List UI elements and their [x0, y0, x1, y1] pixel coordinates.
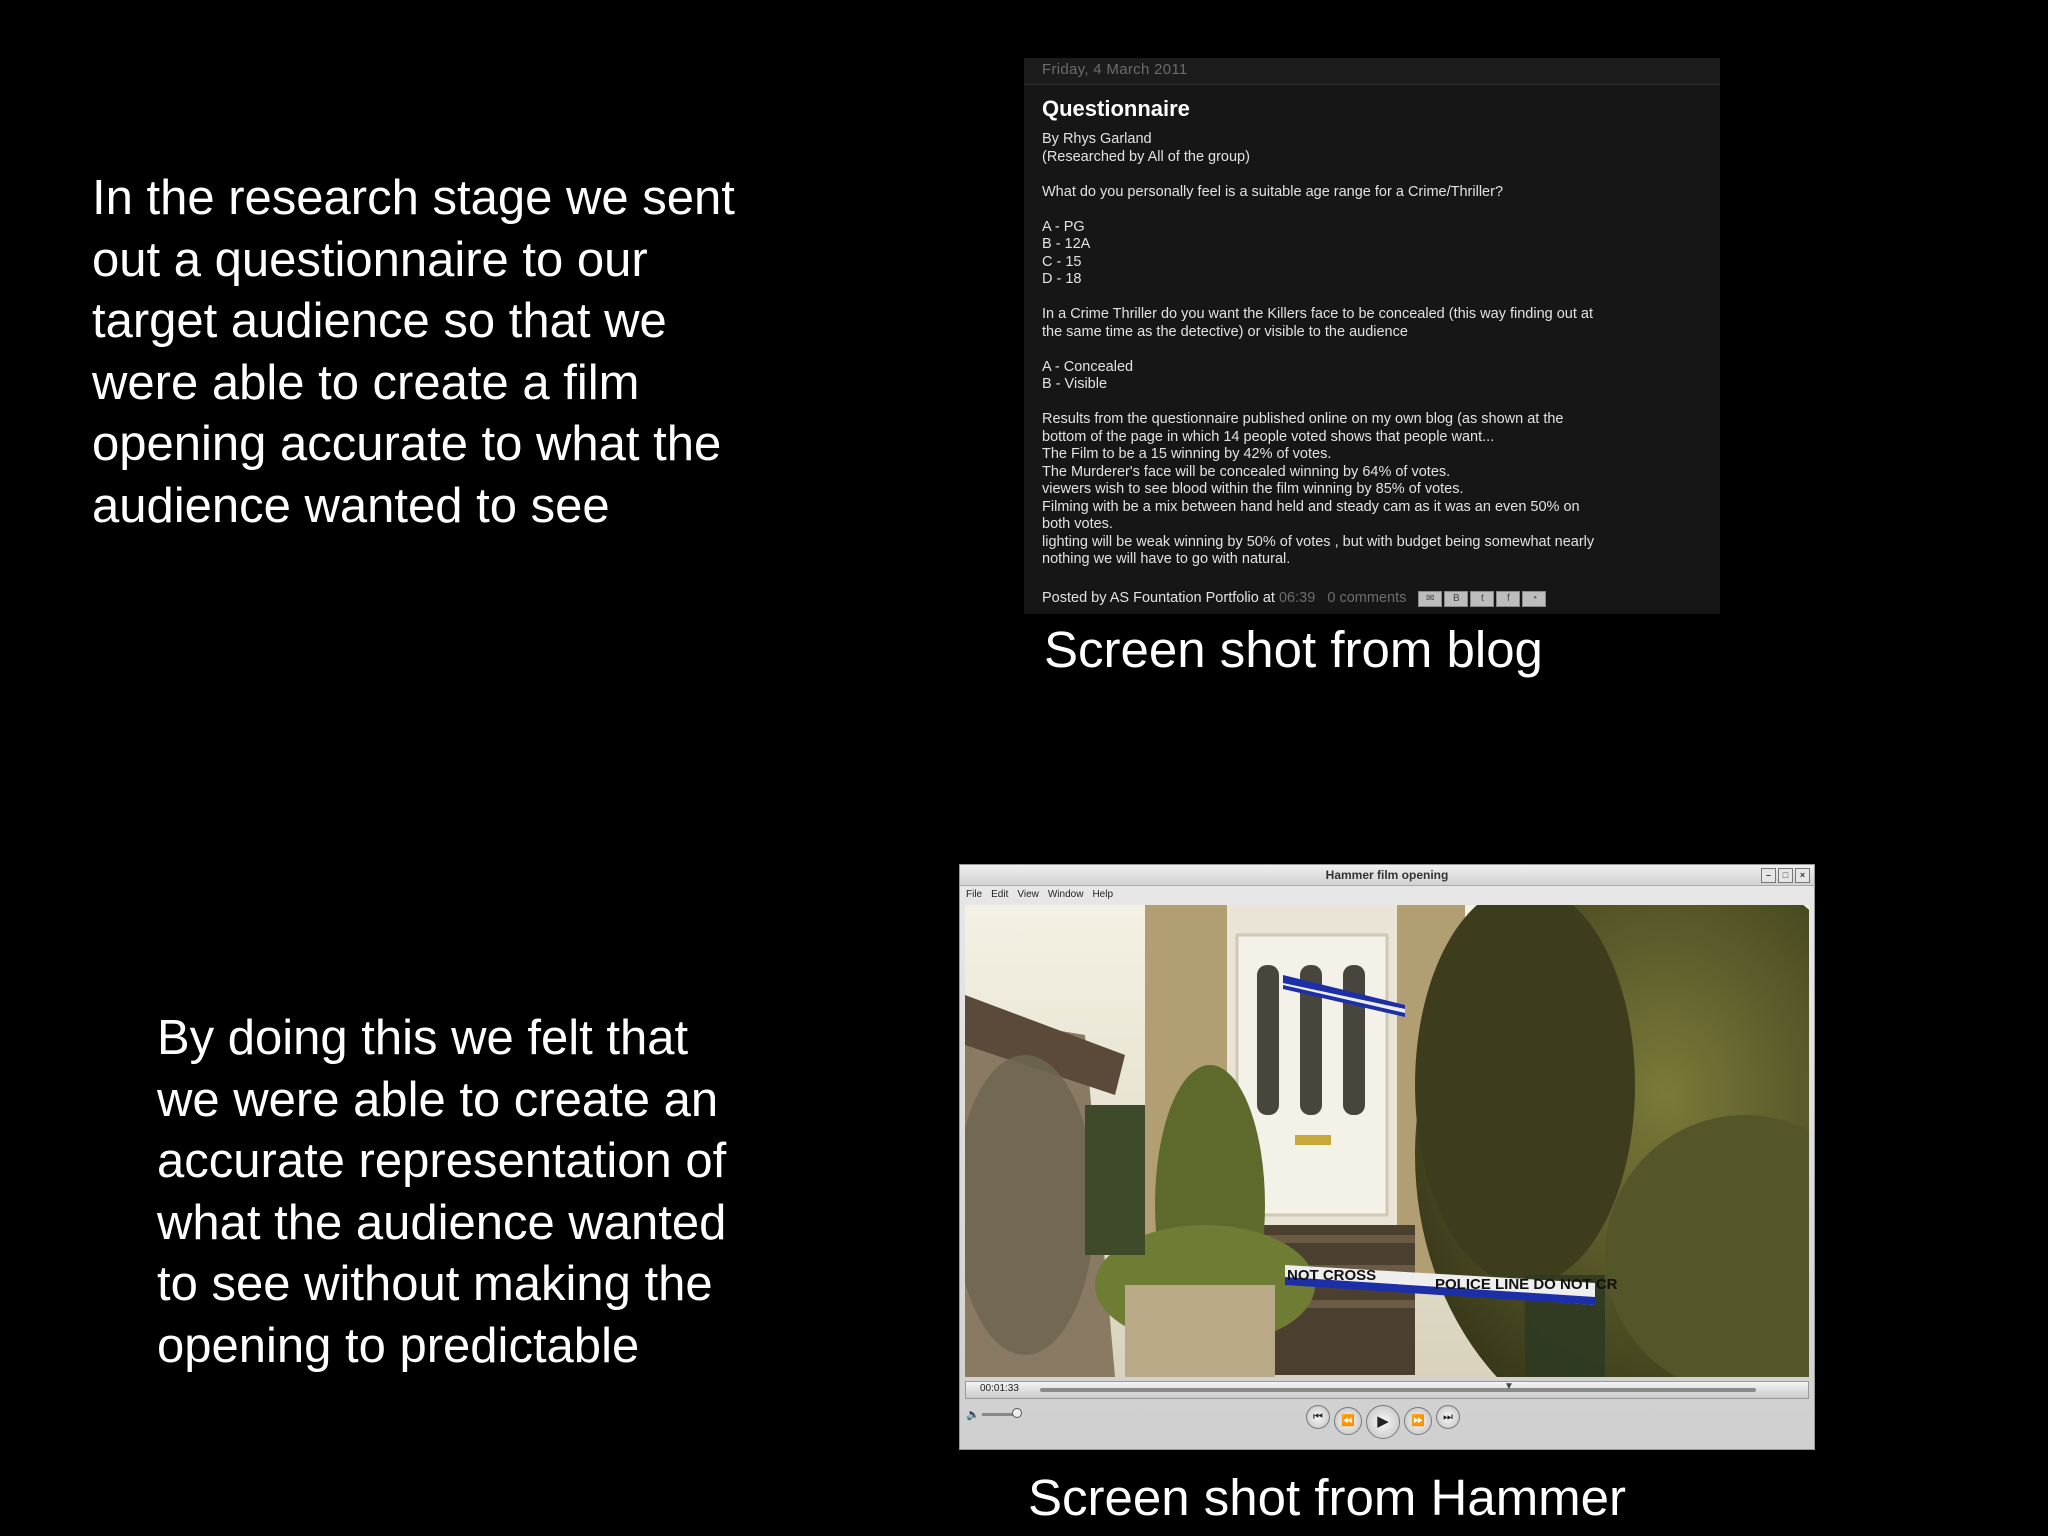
option: B - Visible: [1042, 376, 1108, 392]
blog-post-title[interactable]: Questionnaire: [1042, 96, 1190, 121]
share-buttons: [1418, 591, 1548, 607]
skip-back-icon[interactable]: ⏮: [1306, 1405, 1330, 1429]
volume-icon[interactable]: 🔈: [966, 1409, 980, 1421]
post-time-link[interactable]: 06:39: [1278, 590, 1316, 606]
result-line: viewers wish to see blood within the film winning by 85% of votes.: [1042, 481, 1464, 497]
result-line: nothing we will have to go with natural.: [1042, 551, 1291, 567]
blog-post-footer: [1042, 590, 1548, 608]
play-icon[interactable]: ▶: [1366, 1405, 1400, 1439]
buzz-icon[interactable]: ◔: [1522, 591, 1546, 607]
result-line: Filming with be a mix between hand held and steady cam as it was an even 50% on: [1042, 498, 1580, 515]
menu-edit[interactable]: Edit: [991, 889, 1009, 900]
volume-knob[interactable]: [1012, 1408, 1022, 1418]
option: A - Concealed: [1042, 358, 1134, 375]
option: A - PG: [1042, 218, 1085, 235]
window-title: Hammer film opening: [1325, 868, 1449, 882]
video-still: [965, 905, 1809, 1377]
tape-text-left: NOT CROSS: [1287, 1267, 1377, 1284]
result-line: lighting will be weak winning by 50% of votes , but with budget being somewhat nearly: [1042, 533, 1595, 550]
comments-link[interactable]: 0 comments: [1327, 590, 1407, 606]
result-line: bottom of the page in which 14 people voted shows that people want...: [1042, 428, 1495, 445]
menu-file[interactable]: File: [966, 889, 983, 900]
blog-researched: (Researched by All of the group): [1042, 148, 1250, 165]
posted-by: Posted by AS Fountation Portfolio at: [1042, 590, 1275, 606]
result-line: Results from the questionnaire published online on my own blog (as shown at the: [1042, 411, 1564, 427]
minimize-icon[interactable]: –: [1761, 868, 1776, 883]
facebook-icon[interactable]: f: [1496, 591, 1520, 607]
playhead-icon[interactable]: ▼: [1504, 1381, 1514, 1392]
result-line: The Film to be a 15 winning by 42% of votes.: [1042, 446, 1332, 462]
question-2: the same time as the detective) or visible to the audience: [1042, 323, 1408, 340]
rewind-icon[interactable]: ⏪: [1334, 1407, 1362, 1435]
conclusion-paragraph: By doing this we felt that we were able to create an accurate representation of what the audience wanted to see without making the opening to predictable: [157, 1011, 727, 1373]
blog-screenshot: [1024, 58, 1720, 614]
current-time: 00:01:33: [980, 1383, 1019, 1394]
result-line: The Murderer's face will be concealed winning by 64% of votes.: [1042, 463, 1451, 480]
option: B - 12A: [1042, 236, 1091, 252]
timeline-scrubber[interactable]: [965, 1381, 1809, 1399]
menu-bar: [960, 886, 1814, 904]
menu-view[interactable]: View: [1017, 889, 1039, 900]
window-title-bar[interactable]: [960, 865, 1814, 886]
fast-forward-icon[interactable]: ⏩: [1404, 1407, 1432, 1435]
tape-text-right: POLICE LINE DO NOT CR: [1435, 1276, 1618, 1293]
blog-post-body: [1042, 131, 1702, 569]
option: D - 18: [1042, 271, 1082, 287]
question-2: In a Crime Thriller do you want the Killers face to be concealed (this way finding out at: [1042, 306, 1594, 322]
close-icon[interactable]: ×: [1795, 868, 1810, 883]
caption-blog: Screen shot from blog: [1044, 621, 1543, 678]
blog-date: Friday, 4 March 2011: [1024, 58, 1720, 85]
maximize-icon[interactable]: □: [1778, 868, 1793, 883]
player-controls: [960, 1401, 1814, 1449]
result-line: both votes.: [1042, 516, 1113, 532]
video-frame[interactable]: [965, 905, 1809, 1377]
blogger-icon[interactable]: B: [1444, 591, 1468, 607]
media-player-window: [959, 864, 1815, 1450]
menu-help[interactable]: Help: [1092, 889, 1114, 900]
timeline-track[interactable]: [1040, 1388, 1756, 1392]
menu-window[interactable]: Window: [1047, 889, 1084, 900]
question-1: What do you personally feel is a suitable age range for a Crime/Thriller?: [1042, 183, 1504, 200]
skip-forward-icon[interactable]: ⏭: [1436, 1405, 1460, 1429]
caption-player: Screen shot from Hammer: [1028, 1469, 1627, 1526]
mail-icon[interactable]: ✉: [1418, 591, 1442, 607]
blog-author: By Rhys Garland: [1042, 131, 1152, 147]
twitter-icon[interactable]: t: [1470, 591, 1494, 607]
intro-paragraph: In the research stage we sent out a questionnaire to our target audience so that we were able to create a film opening accurate to what the audience wanted to see: [92, 171, 735, 533]
option: C - 15: [1042, 253, 1082, 270]
